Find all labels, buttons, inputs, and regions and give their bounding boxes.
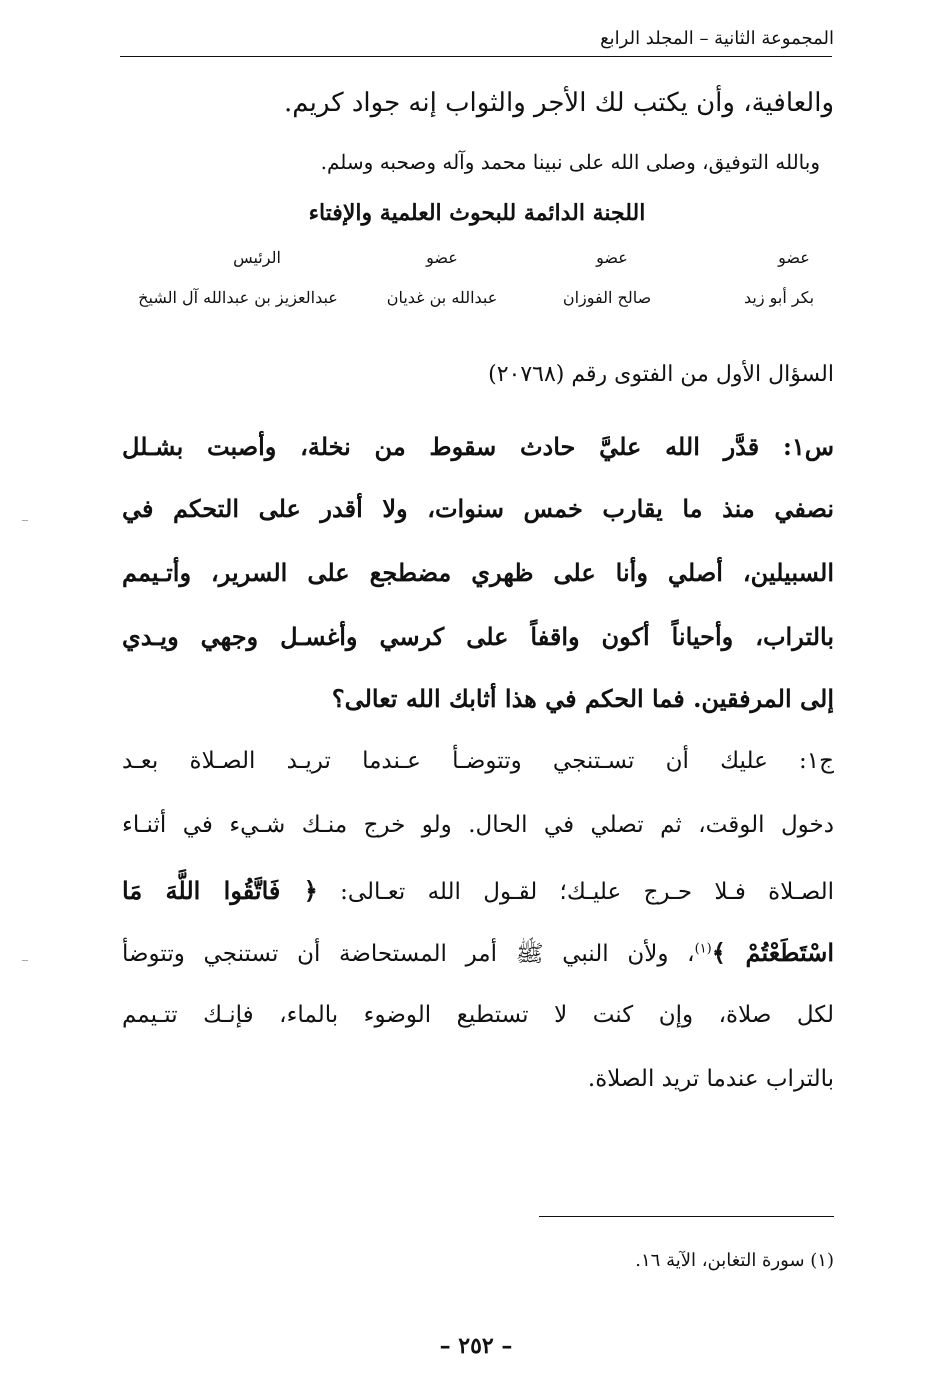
signatory-role-4: عضو bbox=[778, 248, 810, 267]
quran-verse-part-1: ﴿ فَاتَّقُوا اللَّهَ مَا bbox=[122, 876, 318, 905]
signatory-role-1: الرئيس bbox=[233, 248, 281, 267]
closing-prayer-line: وبالله التوفيق، وصلى الله على نبينا محمد وآله وصحبه وسلم. bbox=[320, 150, 820, 174]
signatory-name-1: عبدالعزيز بن عبدالله آل الشيخ bbox=[138, 288, 338, 307]
answer-line-1: ج١: عليك أن تسـتنجي وتتوضـأ عـندما تريـد الصـلاة بعـد bbox=[122, 748, 834, 774]
signatory-name-3: صالح الفوزان bbox=[562, 288, 652, 307]
footnote-separator bbox=[539, 1216, 834, 1217]
question-line-4: بالتراب، وأحياناً أكون واقفاً على كرسي وأغسـل وجهي ويـدي bbox=[122, 622, 834, 651]
header-rule bbox=[120, 56, 832, 57]
quran-verse-part-2: اسْتَطَعْتُمْ ﴾ bbox=[711, 938, 835, 967]
answer-line-3-text: الصـلاة فـلا حـرج عليـك؛ لقـول الله تعـالى: bbox=[340, 879, 835, 905]
fatwa-heading: السؤال الأول من الفتوى رقم (٢٠٧٦٨) bbox=[488, 362, 834, 387]
question-line-5: إلى المرفقين. فما الحكم في هذا أثابك الله تعالى؟ bbox=[331, 684, 834, 713]
question-line-2: نصفي منذ ما يقارب خمس سنوات، ولا أقدر على التحكم في bbox=[122, 494, 834, 523]
footnote-reference: (١) bbox=[694, 941, 712, 957]
committee-name: اللجنة الدائمة للبحوث العلمية والإفتاء bbox=[308, 200, 646, 226]
question-line-1: س١: قدَّر الله عليَّ حادث سقوط من نخلة، وأصبت بشـلل bbox=[122, 432, 834, 461]
answer-line-2: دخول الوقت، ثم تصلي في الحال. ولو خرج منـك شـيء في أثنـاء bbox=[122, 812, 834, 838]
answer-line-4 bbox=[122, 938, 834, 973]
signatory-role-2: عضو bbox=[426, 248, 458, 267]
answer-line-3 bbox=[122, 876, 834, 905]
margin-mark bbox=[22, 520, 28, 521]
answer-line-4-connector: ، ولأن النبي ﷺ bbox=[515, 941, 695, 967]
signatory-name-4: بكر أبو زيد bbox=[743, 288, 815, 307]
page-number: – ٢٥٢ – bbox=[439, 1333, 513, 1359]
running-header: المجموعة الثانية – المجلد الرابع bbox=[600, 28, 834, 49]
answer-line-6: بالتراب عندما تريد الصلاة. bbox=[587, 1066, 834, 1092]
signatory-role-3: عضو bbox=[596, 248, 628, 267]
answer-line-4-text: أمر المستحاضة أن تستنجي وتتوضأ bbox=[122, 941, 498, 967]
margin-mark bbox=[22, 960, 28, 961]
previous-answer-line-1: والعافية، وأن يكتب لك الأجر والثواب إنه جواد كريم. bbox=[284, 88, 834, 118]
signatory-name-2: عبدالله بن غديان bbox=[386, 288, 498, 307]
question-line-3: السبيلين، أصلي وأنا على ظهري مضطجع على السرير، وأتـيمم bbox=[122, 558, 834, 587]
footnote-text: (١) سورة التغابن، الآية ١٦. bbox=[635, 1250, 834, 1271]
answer-line-5: لكل صلاة، وإن كنت لا تستطيع الوضوء بالماء، فإنـك تتـيمم bbox=[122, 1002, 834, 1028]
